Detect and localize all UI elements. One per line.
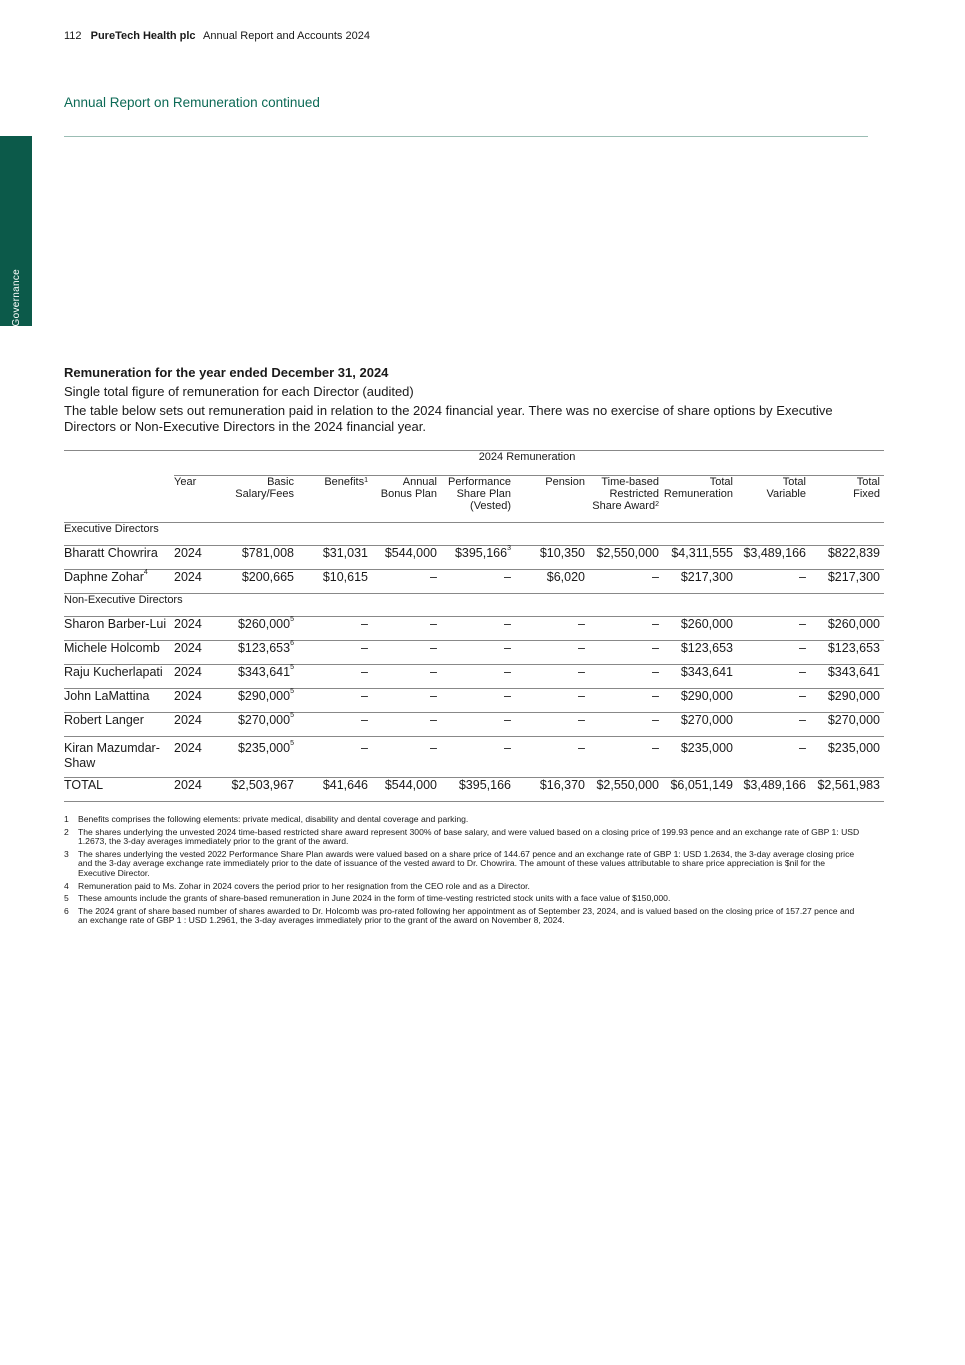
col-rsa: Time-based Restricted Share Award$^2$ bbox=[589, 476, 663, 523]
divider bbox=[64, 136, 868, 137]
footnote: 5 These amounts include the grants of share-based remuneration in June 2024 in the form of time-vesting restricted stock units with a face value of $150,000. bbox=[64, 893, 671, 904]
col-salary: Basic Salary/Fees bbox=[218, 476, 298, 523]
col-psp: Performance Share Plan (Vested) bbox=[441, 476, 515, 523]
col-total-fixed: Total Fixed bbox=[810, 476, 884, 523]
remuneration-heading: Remuneration for the year ended December 31, 2024 bbox=[64, 365, 389, 380]
section-title: Annual Report on Remuneration continued bbox=[64, 95, 320, 110]
col-bonus: Annual Bonus Plan bbox=[372, 476, 441, 523]
table-total-row: TOTAL 2024 $2,503,967 $41,646 $544,000 $395,166 $16,370 $2,550,000 $6,051,149 $3,489,166 $2,561,983 bbox=[64, 778, 884, 802]
company-name: PureTech Health plc bbox=[90, 30, 196, 42]
table-row: Daphne Zohar$^4$ 2024 $200,665 $10,615 – – $6,020 – $217,300 – $217,300 bbox=[64, 570, 884, 594]
footnote: 4 Remuneration paid to Ms. Zohar in 2024 covers the period prior to her resignation from the CEO role and as a Director. bbox=[64, 880, 530, 891]
remuneration-table bbox=[64, 450, 884, 802]
col-year: Year bbox=[174, 476, 218, 523]
section-row-executive bbox=[64, 523, 884, 546]
table-row: Robert Langer 2024 $270,000$^5$ – – – – – $270,000 – $270,000 bbox=[64, 713, 884, 737]
section-label: Executive Directors bbox=[64, 523, 884, 546]
table-row: Raju Kucherlapati 2024 $343,641$^5$ – – – – – $343,641 – $343,641 bbox=[64, 665, 884, 689]
footnotes bbox=[64, 815, 864, 929]
col-benefits: Benefits$^1$ bbox=[298, 476, 372, 523]
table-group-header bbox=[64, 451, 884, 476]
section-label: Non-Executive Directors bbox=[64, 594, 884, 617]
page-header bbox=[64, 30, 370, 42]
footnote: 1 Benefits comprises the following elements: private medical, disability and dental coverage and parking. bbox=[64, 814, 469, 824]
col-total-remuneration: Total Remuneration bbox=[663, 476, 737, 523]
document-title: Annual Report and Accounts 2024 bbox=[203, 30, 370, 42]
table-row: Michele Holcomb 2024 $123,653$^6$ – – – – – $123,653 – $123,653 bbox=[64, 641, 884, 665]
table-column-headers bbox=[64, 476, 884, 523]
table-row: John LaMattina 2024 $290,000$^5$ – – – – – $290,000 – $290,000 bbox=[64, 689, 884, 713]
col-total-variable: Total Variable bbox=[737, 476, 810, 523]
section-row-non-executive bbox=[64, 594, 884, 617]
remuneration-subheading: Single total figure of remuneration for each Director (audited) bbox=[64, 384, 414, 399]
footnote: 6 The 2024 grant of share based number of shares awarded to Dr. Holcomb was pro-rated following her appointment as of September 23, 2024, and is valued based on the closing price of 157.27 pence and an exchange rate of GBP 1 : USD 1.2961, the 3-day averages immediately prior to the grant of the award on November 8, 2024. bbox=[64, 905, 855, 926]
sidebar-label: Governance bbox=[10, 268, 22, 326]
footnote: 2 The shares underlying the unvested 2024 time-based restricted share award represent 300% of base salary, and were valued based on a closing price of 199.93 pence and an exchange rate of GBP 1: USD 1.2673, the 3-day averages immediately prior to the grant of the award. bbox=[64, 826, 860, 847]
sidebar-label-wrap bbox=[0, 136, 32, 326]
intro-block bbox=[64, 365, 868, 435]
table-row: Kiran Mazumdar-Shaw 2024 $235,000$^5$ – – – – – $235,000 – $235,000 bbox=[64, 737, 884, 778]
intro-paragraph: The table below sets out remuneration paid in relation to the 2024 financial year. There was no exercise of share options by Executive Directors or Non-Executive Directors in the 2024 financial year. bbox=[64, 403, 833, 434]
page-number: 112 bbox=[64, 30, 82, 42]
group-header-label: 2024 Remuneration bbox=[174, 451, 884, 476]
col-pension: Pension bbox=[515, 476, 589, 523]
table-row: Sharon Barber-Lui 2024 $260,000$^5$ – – – – – $260,000 – $260,000 bbox=[64, 617, 884, 641]
table-row: Bharatt Chowrira 2024 $781,008 $31,031 $544,000 $395,166$^3$ $10,350 $2,550,000 $4,311,555 $3,489,166 $822,839 bbox=[64, 546, 884, 570]
footnote: 3 The shares underlying the vested 2022 Performance Share Plan awards were valued based on a share price of 144.67 pence and an exchange rate of GBP 1: USD 1.2634, the 3-day average closing price and the 3-day average exchange rate immediately prior to the date of issuance of the vested award to Dr. Chowrira. The amount of these values attributable to share price appreciation is $nil for the Executive Director. bbox=[64, 848, 855, 878]
